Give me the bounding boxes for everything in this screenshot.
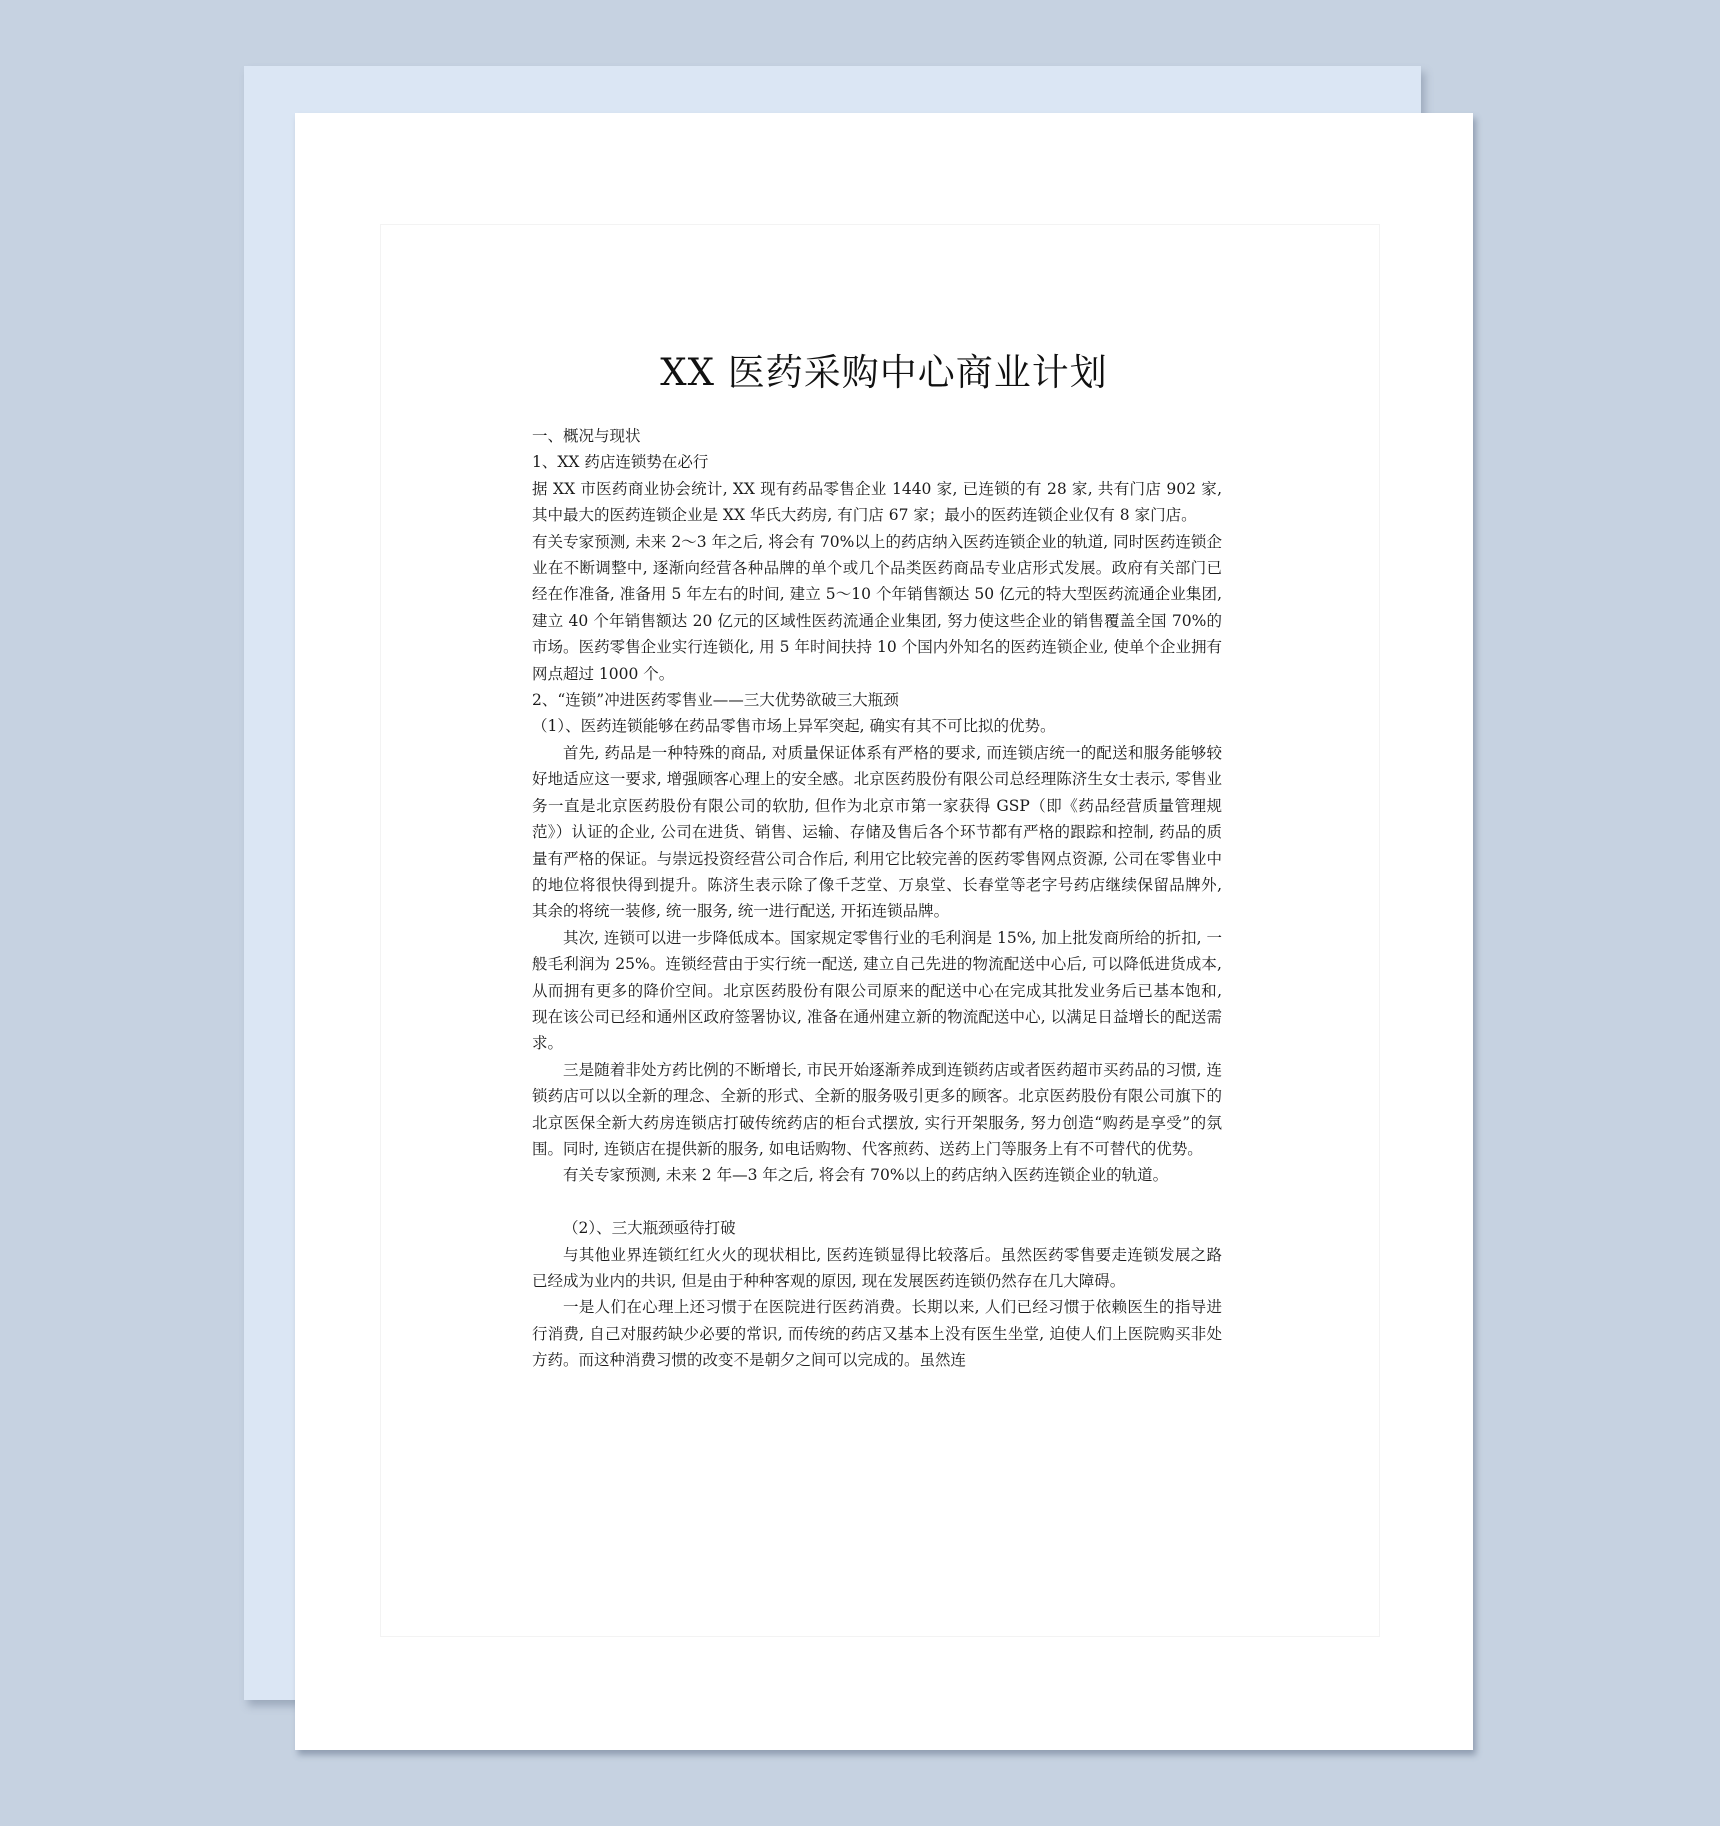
paragraph: 与其他业界连锁红红火火的现状相比, 医药连锁显得比较落后。虽然医药零售要走连锁发展之路已经成为业内的共识, 但是由于种种客观的原因, 现在发展医药连锁仍然存在几大障碍。	[532, 1245, 1222, 1290]
subsection-heading: 1、XX 药店连锁势在必行	[532, 453, 709, 472]
subsection-heading: 2、“连锁”冲进医药零售业——三大优势欲破三大瓶颈	[532, 691, 899, 710]
paragraph: 三是随着非处方药比例的不断增长, 市民开始逐渐养成到连锁药店或者医药超市买药品的习惯, 连锁药店可以以全新的理念、全新的形式、全新的服务吸引更多的顾客。北京医药股份有限公司旗下的北京医保全新大药房连锁店打破传统药店的柜台式摆放, 实行开架服务, 努力创造“购药是享受”的氛围。同时, 连锁店在提供新的服务, 如电话购物、代客煎药、送药上门等服务上有不可替代的优势。	[532, 1060, 1222, 1158]
paragraph: 有关专家预测, 未来 2 年—3 年之后, 将会有 70%以上的药店纳入医药连锁企业的轨道。	[563, 1166, 1169, 1185]
paragraph: 有关专家预测, 未来 2～3 年之后, 将会有 70%以上的药店纳入医药连锁企业的轨道, 同时医药连锁企业在不断调整中, 逐渐向经营各种品牌的单个或几个品类医药商品专业店形式发展。政府有关部门已经在作准备, 准备用 5 年左右的时间, 建立 5～10 个年销售额达 50 亿元的特大型医药流通企业集团, 建立 40 个年销售额达 20 亿元的区域性医药流通企业集团, 努力使这些企业的销售覆盖全国 70%的市场。医药零售企业实行连锁化, 用 5 年时间扶持 10 个国内外知名的医药连锁企业, 使单个企业拥有网点超过 1000 个。	[532, 532, 1222, 683]
document-page	[295, 113, 1473, 1750]
paragraph: 据 XX 市医药商业协会统计, XX 现有药品零售企业 1440 家, 已连锁的有 28 家, 共有门店 902 家, 其中最大的医药连锁企业是 XX 华氏大药房, 有门店 67 家；最小的医药连锁企业仅有 8 家门店。	[532, 479, 1222, 525]
blank-line	[532, 1189, 1222, 1215]
point-heading: （2）、三大瓶颈亟待打破	[563, 1219, 736, 1238]
point-heading: （1）、医药连锁能够在药品零售市场上异军突起, 确实有其不可比拟的优势。	[532, 717, 1056, 736]
paragraph: 一是人们在心理上还习惯于在医院进行医药消费。长期以来, 人们已经习惯于依赖医生的指导进行消费, 自己对服药缺少必要的常识, 而传统的药店又基本上没有医生坐堂, 迫使人们上医院购买非处方药。而这种消费习惯的改变不是朝夕之间可以完成的。虽然连	[532, 1298, 1222, 1370]
document-title: XX 医药采购中心商业计划	[660, 351, 1108, 394]
paragraph: 其次, 连锁可以进一步降低成本。国家规定零售行业的毛利润是 15%, 加上批发商所给的折扣, 一般毛利润为 25%。连锁经营由于实行统一配送, 建立自己先进的物流配送中心后, 可以降低进货成本, 从而拥有更多的降价空间。北京医药股份有限公司原来的配送中心在完成其批发业务后已基本饱和, 现在该公司已经和通州区政府签署协议, 准备在通州建立新的物流配送中心, 以满足日益增长的配送需求。	[532, 928, 1222, 1053]
document-body	[532, 423, 1222, 1374]
section-heading: 一、概况与现状	[532, 427, 641, 445]
paragraph: 首先, 药品是一种特殊的商品, 对质量保证体系有严格的要求, 而连锁店统一的配送和服务能够较好地适应这一要求, 增强顾客心理上的安全感。北京医药股份有限公司总经理陈济生女士表示, 零售业务一直是北京医药股份有限公司的软肋, 但作为北京市第一家获得 GSP（即《药品经营质量管理规范》）认证的企业, 公司在进货、销售、运输、存储及售后各个环节都有严格的跟踪和控制, 药品的质量有严格的保证。与崇远投资经营公司合作后, 利用它比较完善的医药零售网点资源, 公司在零售业中的地位将很快得到提升。陈济生表示除了像千芝堂、万泉堂、长春堂等老字号药店继续保留品牌外, 其余的将统一装修, 统一服务, 统一进行配送, 开拓连锁品牌。	[532, 743, 1222, 921]
